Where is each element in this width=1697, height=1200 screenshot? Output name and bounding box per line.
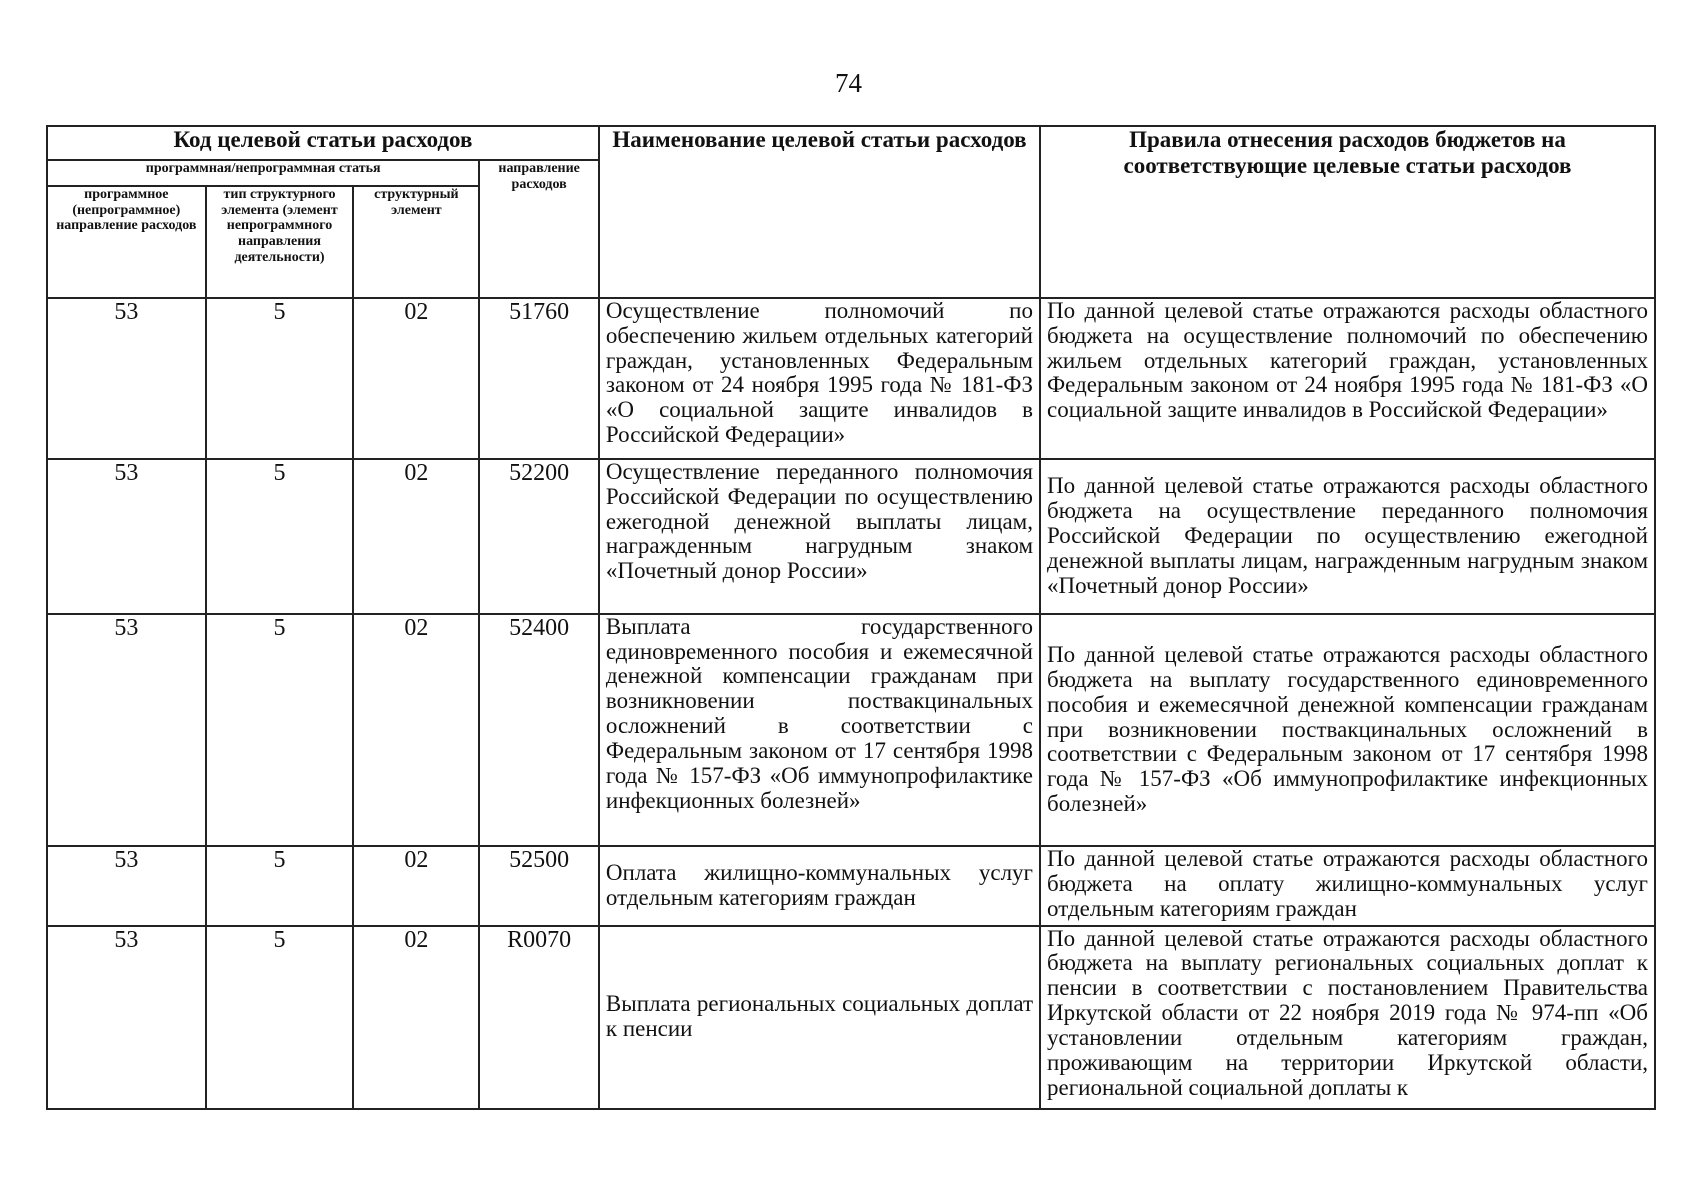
cell-rule: По данной целевой статье отражаются расходы областного бюджета на оплату жилищно-коммунальных услуг отдельным категориям граждан bbox=[1040, 846, 1655, 925]
table-row bbox=[47, 459, 1655, 614]
cell-name: Оплата жилищно-коммунальных услуг отдельным категориям граждан bbox=[599, 846, 1040, 925]
header-program: программное (непрограммное) направление расходов bbox=[47, 186, 206, 298]
cell-element: 02 bbox=[353, 459, 479, 614]
cell-rule: По данной целевой статье отражаются расходы областного бюджета на осуществление переданного полномочия Российской Федерации по осуществлению ежегодной денежной выплаты лицам, награжденным нагрудным знаком «Почетный донор России» bbox=[1040, 459, 1655, 614]
header-code-group: Код целевой статьи расходов bbox=[47, 126, 599, 160]
cell-program: 53 bbox=[47, 614, 206, 846]
cell-direction: 51760 bbox=[479, 298, 599, 459]
cell-rule: По данной целевой статье отражаются расходы областного бюджета на осуществление полномочий по обеспечению жильем отдельных категорий граждан, установленных Федеральным законом от 24 ноября 1995 года № 181-ФЗ «О социальной защите инвалидов в Российской Федерации» bbox=[1040, 298, 1655, 459]
cell-program: 53 bbox=[47, 846, 206, 925]
cell-direction: 52400 bbox=[479, 614, 599, 846]
cell-direction: 52200 bbox=[479, 459, 599, 614]
cell-name: Выплата региональных социальных доплат к пенсии bbox=[599, 926, 1040, 1109]
cell-rule: По данной целевой статье отражаются расходы областного бюджета на выплату региональных социальных доплат к пенсии в соответствии с постановлением Правительства Иркутской области от 22 ноября 2019 года № 974-пп «Об установлении отдельным категориям граждан, проживающим на территории Иркутской области, региональной социальной доплаты к bbox=[1040, 926, 1655, 1109]
table-row bbox=[47, 298, 1655, 459]
cell-name: Выплата государственного единовременного пособия и ежемесячной денежной компенсации гражданам при возникновении поствакцинальных осложнений в соответствии с Федеральным законом от 17 сентября 1998 года № 157-ФЗ «Об иммунопрофилактике инфекционных болезней» bbox=[599, 614, 1040, 846]
table-row bbox=[47, 614, 1655, 846]
cell-element: 02 bbox=[353, 926, 479, 1109]
header-rules: Правила отнесения расходов бюджетов на соответствующие целевые статьи расходов bbox=[1040, 126, 1655, 298]
cell-program: 53 bbox=[47, 459, 206, 614]
table-row bbox=[47, 846, 1655, 925]
cell-type: 5 bbox=[206, 459, 354, 614]
header-structural-element: структурный элемент bbox=[353, 186, 479, 298]
cell-type: 5 bbox=[206, 926, 354, 1109]
header-direction: направление расходов bbox=[479, 160, 599, 298]
cell-rule: По данной целевой статье отражаются расходы областного бюджета на выплату государственного единовременного пособия и ежемесячной денежной компенсации гражданам при возникновении поствакцинальных осложнений в соответствии с Федеральным законом от 17 сентября 1998 года № 157-ФЗ «Об иммунопрофилактике инфекционных болезней» bbox=[1040, 614, 1655, 846]
header-element-type: тип структурного элемента (элемент непрограммного направления деятельности) bbox=[206, 186, 354, 298]
cell-program: 53 bbox=[47, 926, 206, 1109]
cell-type: 5 bbox=[206, 846, 354, 925]
cell-direction: 52500 bbox=[479, 846, 599, 925]
cell-program: 53 bbox=[47, 298, 206, 459]
cell-name: Осуществление полномочий по обеспечению жильем отдельных категорий граждан, установленных Федеральным законом от 24 ноября 1995 года № 181-ФЗ «О социальной защите инвалидов в Российской Федерации» bbox=[599, 298, 1040, 459]
cell-type: 5 bbox=[206, 298, 354, 459]
header-name: Наименование целевой статьи расходов bbox=[599, 126, 1040, 298]
cell-element: 02 bbox=[353, 298, 479, 459]
budget-codes-table bbox=[46, 125, 1656, 1110]
cell-type: 5 bbox=[206, 614, 354, 846]
cell-direction: R0070 bbox=[479, 926, 599, 1109]
header-program-group: программная/непрограммная статья bbox=[47, 160, 479, 186]
cell-element: 02 bbox=[353, 614, 479, 846]
cell-element: 02 bbox=[353, 846, 479, 925]
page-number: 74 bbox=[835, 68, 862, 98]
table-row bbox=[47, 926, 1655, 1109]
cell-name: Осуществление переданного полномочия Российской Федерации по осуществлению ежегодной денежной выплаты лицам, награжденным нагрудным знаком «Почетный донор России» bbox=[599, 459, 1040, 614]
